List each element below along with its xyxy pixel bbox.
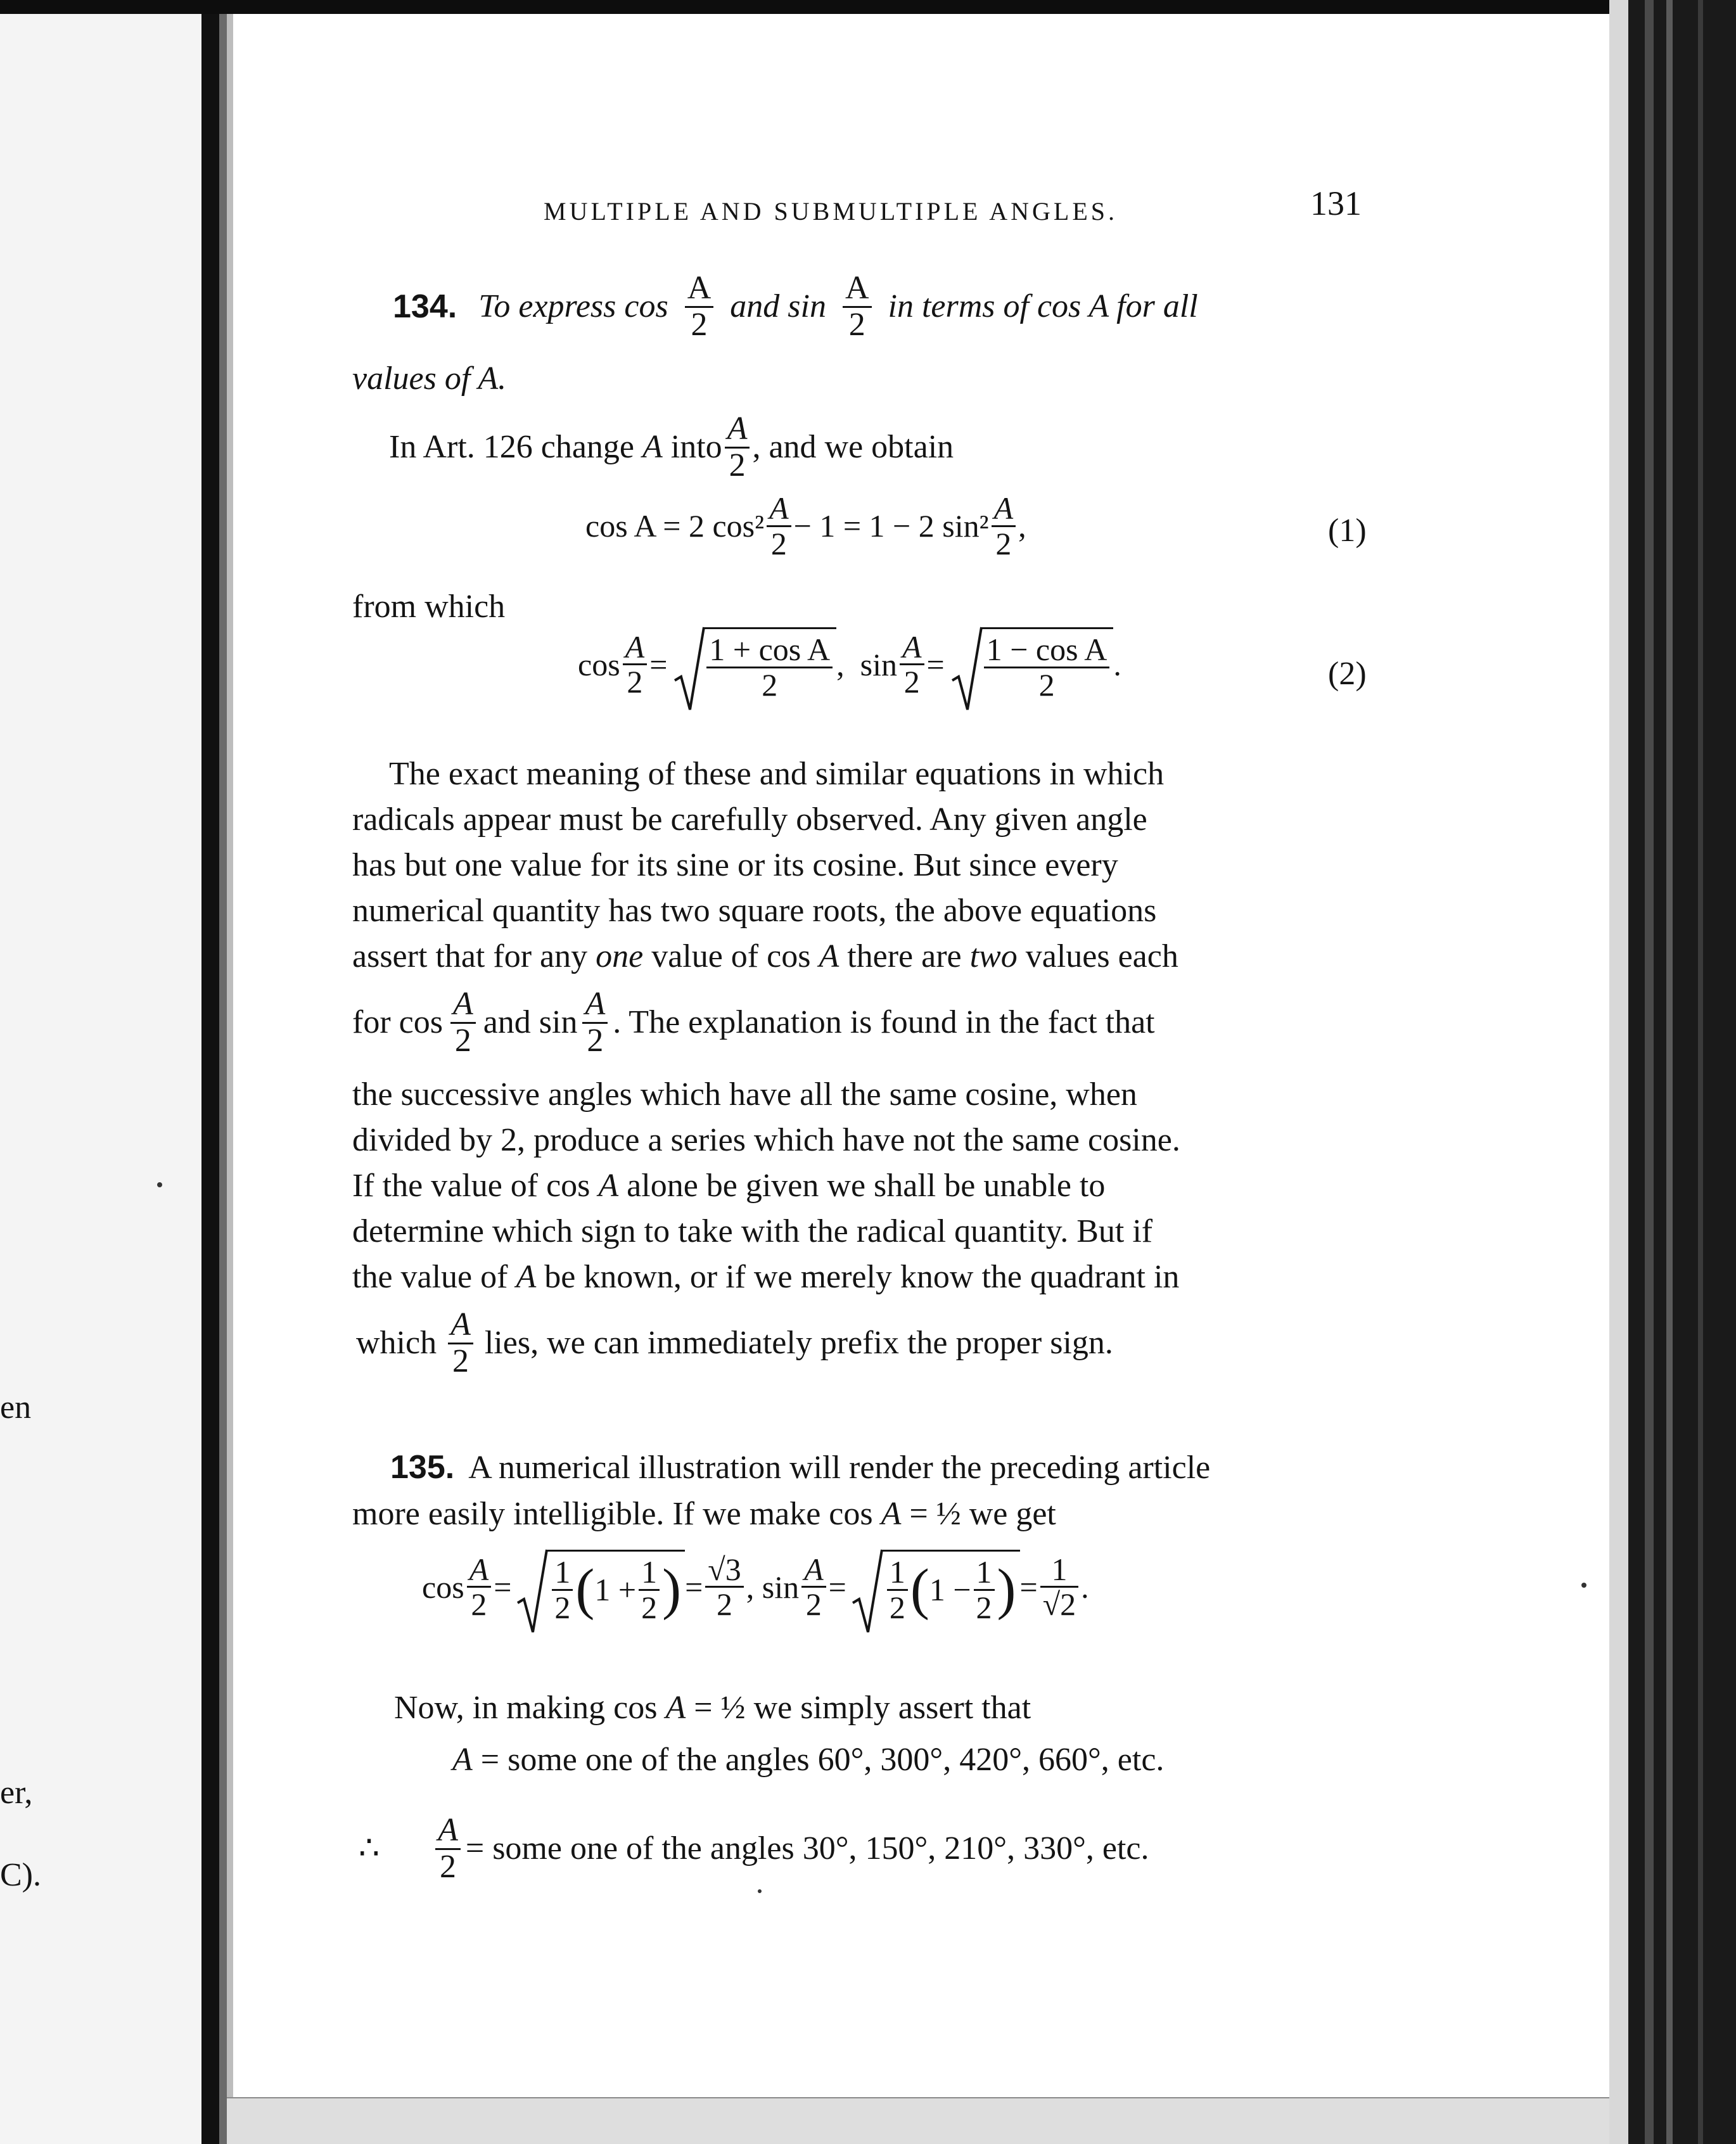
paragraph-line: The exact meaning of these and similar equations in which [389,756,1165,792]
fore-edge-band [1645,0,1654,2144]
left-page-fragment: C). [0,1857,41,1893]
square-root: $\frac{\text{1 − cos A}}{2}$ [951,627,1114,701]
square-root: $\frac{1}{2}$ ( 1 + $\frac{1}{2}$ ) [516,1550,685,1624]
fraction-A-over-2: $\frac{A}{2}$ [685,271,714,342]
paragraph-line: If the value of cos A alone be given we shall be unable to [352,1168,1106,1204]
equation-number: (2) [1328,656,1367,692]
fraction-A-over-2: $\frac{A}{2}$ [992,492,1016,560]
scan-top-border [0,0,1736,14]
equation-2: cos $\frac{A}{2}$ = $\frac{\text{1 + cos A}}{2}$ , sin $\frac{A}{2}$ = $\frac{\text{1 − cos A}}{2}$ . [578,627,1121,701]
book-gutter-highlight [227,14,233,2144]
fraction-A-over-2: $\frac{A}{2}$ [582,987,608,1058]
paragraph-line: Now, in making cos A = ½ we simply assert that [394,1690,1031,1726]
square-root: $\frac{\text{1 + cos A}}{2}$ [673,627,836,701]
fraction-A-over-2: $\frac{A}{2}$ [767,492,791,560]
fraction-A-over-2: $\frac{A}{2}$ [448,1308,473,1379]
fraction-A-over-2: $\frac{A}{2}$ [435,1813,461,1884]
fraction-A-over-2: $\frac{A}{2}$ [623,630,648,699]
paragraph-line: numerical quantity has two square roots, the above equations [352,893,1157,929]
scan-speck [1581,1583,1586,1588]
article-number: 135. [390,1449,455,1486]
fore-edge-band [1666,0,1673,2144]
scan-speck [758,1889,762,1893]
page-number: 131 [1310,184,1362,222]
left-page-edge [0,14,203,2144]
page-right-edge [1609,0,1628,2144]
intro-line: In Art. 126 change A into $\frac{A}{2}$ , and we obtain [389,411,954,483]
book-gutter-shadow [219,14,227,2144]
heading-text: and sin [730,288,826,325]
book-gutter [201,14,219,2144]
paragraph-line: radicals appear must be carefully observed. Any given angle [352,801,1147,838]
paragraph-line: which $\frac{A}{2}$ lies, we can immediately prefix the proper sign. [356,1306,1113,1379]
equation-number: (1) [1328,513,1367,549]
paragraph-line: assert that for any one value of cos A there are two values each [352,938,1178,974]
running-title: MULTIPLE AND SUBMULTIPLE ANGLES. [544,197,1118,226]
fraction-A-over-2: $\frac{A}{2}$ [450,987,476,1058]
square-root: $\frac{1}{2}$ ( 1 − $\frac{1}{2}$ ) [852,1550,1020,1624]
paragraph-line: has but one value for its sine or its cosine. But since every [352,847,1118,883]
fore-edge-band [1698,0,1703,2144]
fraction-A-over-2: $\frac{A}{2}$ [801,1553,826,1621]
article-134-heading-cont: values of A. [352,361,507,397]
equation-1: cos A = 2 cos² $\frac{A}{2}$ − 1 = 1 − 2 sin² $\frac{A}{2}$ , [585,490,1026,561]
fraction-A-over-2: $\frac{A}{2}$ [467,1553,492,1621]
fraction-A-over-2: $\frac{A}{2}$ [900,630,924,699]
scan-speck [157,1182,162,1187]
article-135-first-line: 135. A numerical illustration will render the preceding article [390,1449,1211,1486]
page-bottom-shade [227,2098,1609,2144]
numerical-equation: cos $\frac{A}{2}$ = $\frac{1}{2}$ ( 1 + $\frac{1}{2}$ ) = $\frac{√3}{2}$ , sin $\frac{A}{2}$ = $\frac{1}{2}$ ( 1 − $\frac{1}{2}$ ) = $\frac{1}{√2}$ . [422,1550,1089,1624]
therefore-symbol: ∴ [359,1830,380,1867]
left-page-fragment: en [0,1389,32,1426]
fraction-A-over-2: $\frac{A}{2}$ [725,412,750,483]
fraction-A-over-2: $\frac{A}{2}$ [843,271,872,342]
article-number: 134. [393,288,457,326]
paragraph-line: the successive angles which have all the same cosine, when [352,1076,1137,1113]
left-page-fragment: er, [0,1775,33,1811]
paragraph-line: determine which sign to take with the radical quantity. But if [352,1213,1153,1249]
paragraph-line: divided by 2, produce a series which have not the same cosine. [352,1122,1180,1158]
fraction-1-over-root2: $\frac{1}{√2}$ [1040,1553,1078,1621]
paragraph-line: more easily intelligible. If we make cos A = ½ we get [352,1496,1056,1532]
fraction-root3-over-2: $\frac{√3}{2}$ [705,1553,743,1621]
heading-text: To express cos [478,288,668,325]
angles-line-A: A = some one of the angles 60°, 300°, 420°, 660°, etc. [452,1742,1165,1778]
heading-text: in terms of cos A for all [888,288,1198,325]
text-line: from which [352,589,506,625]
paragraph-line: for cos $\frac{A}{2}$ and sin $\frac{A}{2}$ . The explanation is found in the fact that [352,986,1155,1059]
angles-line-A-over-2: ∴ $\frac{A}{2}$ = some one of the angles 30°, 150°, 210°, 330°, etc. [359,1812,1149,1885]
article-134-heading [393,271,1198,342]
paragraph-line: the value of A be known, or if we merely know the quadrant in [352,1259,1180,1295]
